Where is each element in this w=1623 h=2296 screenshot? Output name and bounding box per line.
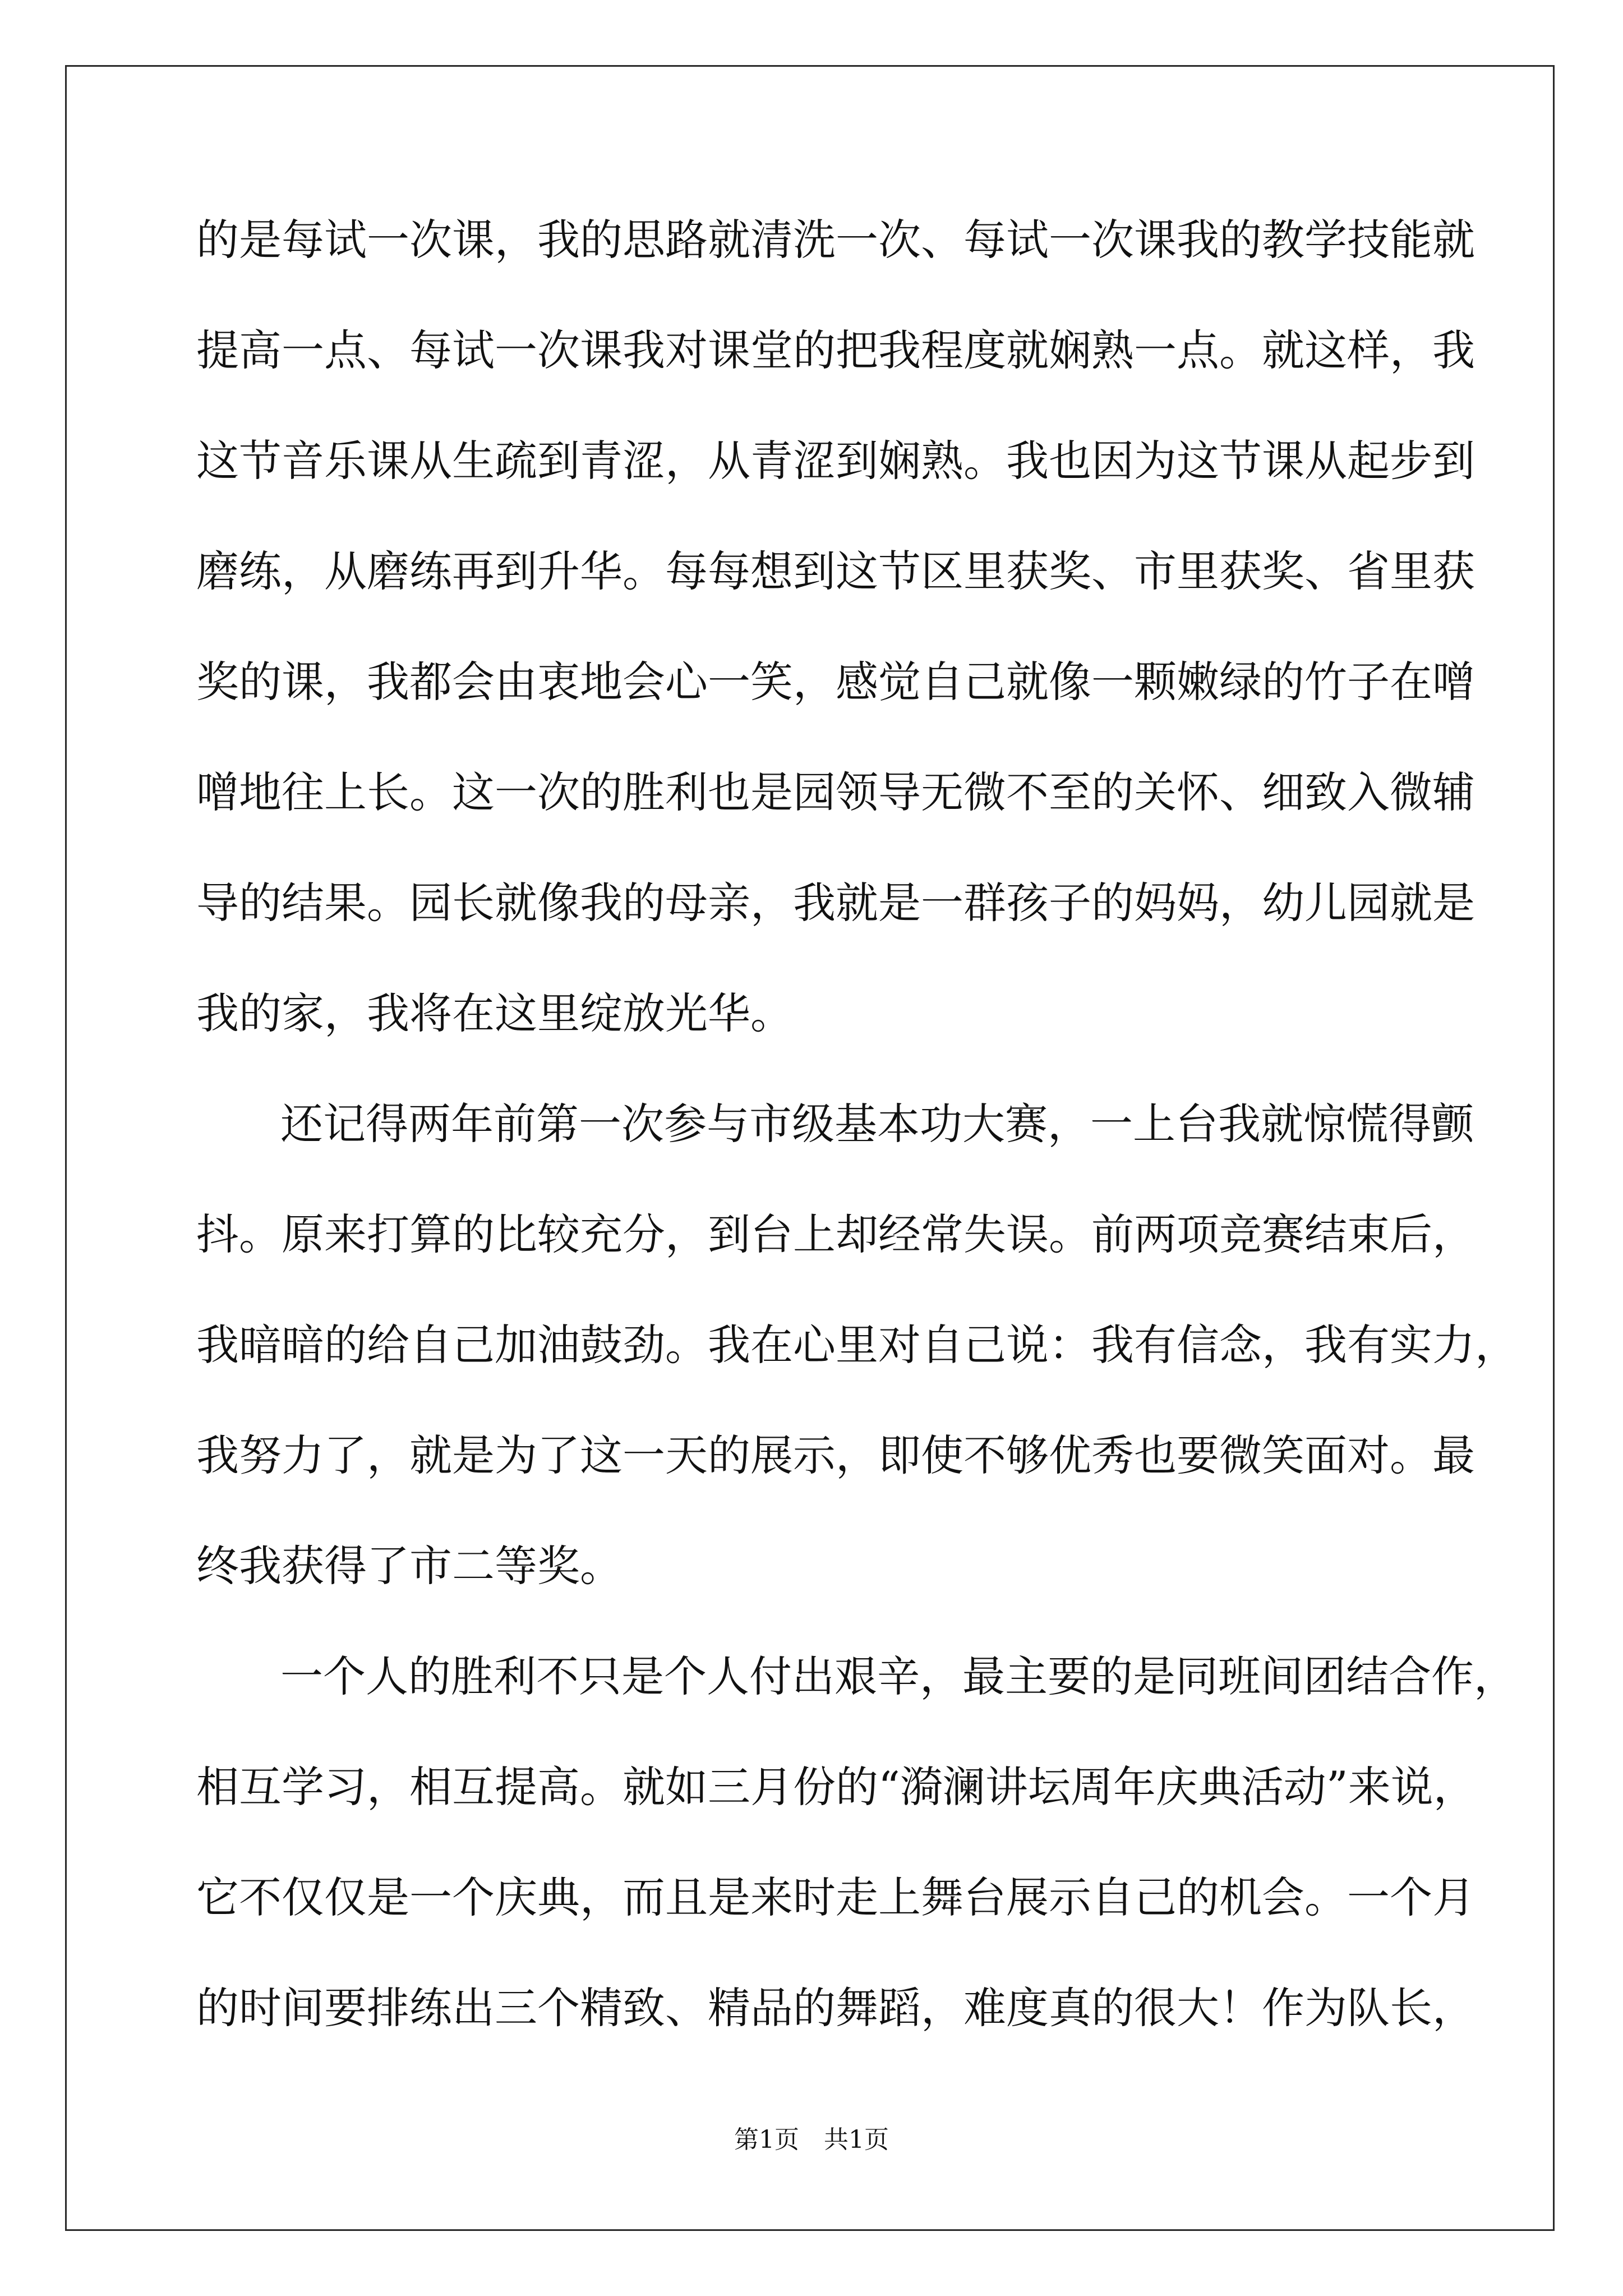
text-line: 导的结果。园长就像我的母亲，我就是一群孩子的妈妈，幼儿园就是 — [196, 878, 1475, 928]
text-line: 奖的课，我都会由衷地会心一笑，感觉自己就像一颗嫩绿的竹子在噌 — [196, 657, 1475, 707]
text-line: 提高一点、每试一次课我对课堂的把我程度就娴熟一点。就这样，我 — [196, 325, 1475, 375]
paragraph-start-line: 一个人的胜利不只是个人付出艰辛，最主要的是同班间团结合作， — [280, 1651, 1516, 1701]
text-line: 我努力了，就是为了这一天的展示，即使不够优秀也要微笑面对。最 — [196, 1430, 1475, 1480]
text-line: 我的家，我将在这里绽放光华。 — [196, 988, 793, 1038]
text-line: 我暗暗的给自己加油鼓劲。我在心里对自己说：我有信念，我有实力， — [196, 1320, 1518, 1370]
text-line: 它不仅仅是一个庆典，而且是来时走上舞台展示自己的机会。一个月 — [196, 1872, 1475, 1922]
paragraph-start-line: 还记得两年前第一次参与市级基本功大赛，一上台我就惊慌得颤 — [280, 1099, 1474, 1149]
page-footer: 第1页 共1页 — [734, 2125, 889, 2154]
text-line: 终我获得了市二等奖。 — [196, 1541, 623, 1591]
text-line: 这节音乐课从生疏到青涩，从青涩到娴熟。我也因为这节课从起步到 — [196, 436, 1475, 486]
document-body — [196, 215, 1518, 2097]
text-line: 相互学习，相互提高。就如三月份的“漪澜讲坛周年庆典活动”来说， — [196, 1762, 1476, 1812]
text-line: 的是每试一次课，我的思路就清洗一次、每试一次课我的教学技能就 — [196, 215, 1475, 265]
text-line: 磨练，从磨练再到升华。每每想到这节区里获奖、市里获奖、省里获 — [196, 546, 1475, 596]
text-line: 的时间要排练出三个精致、精品的舞蹈，难度真的很大！作为队长， — [196, 1983, 1475, 2033]
text-line: 噌地往上长。这一次的胜利也是园领导无微不至的关怀、细致入微辅 — [196, 767, 1475, 817]
text-line: 抖。原来打算的比较充分，到台上却经常失误。前两项竞赛结束后， — [196, 1209, 1475, 1259]
